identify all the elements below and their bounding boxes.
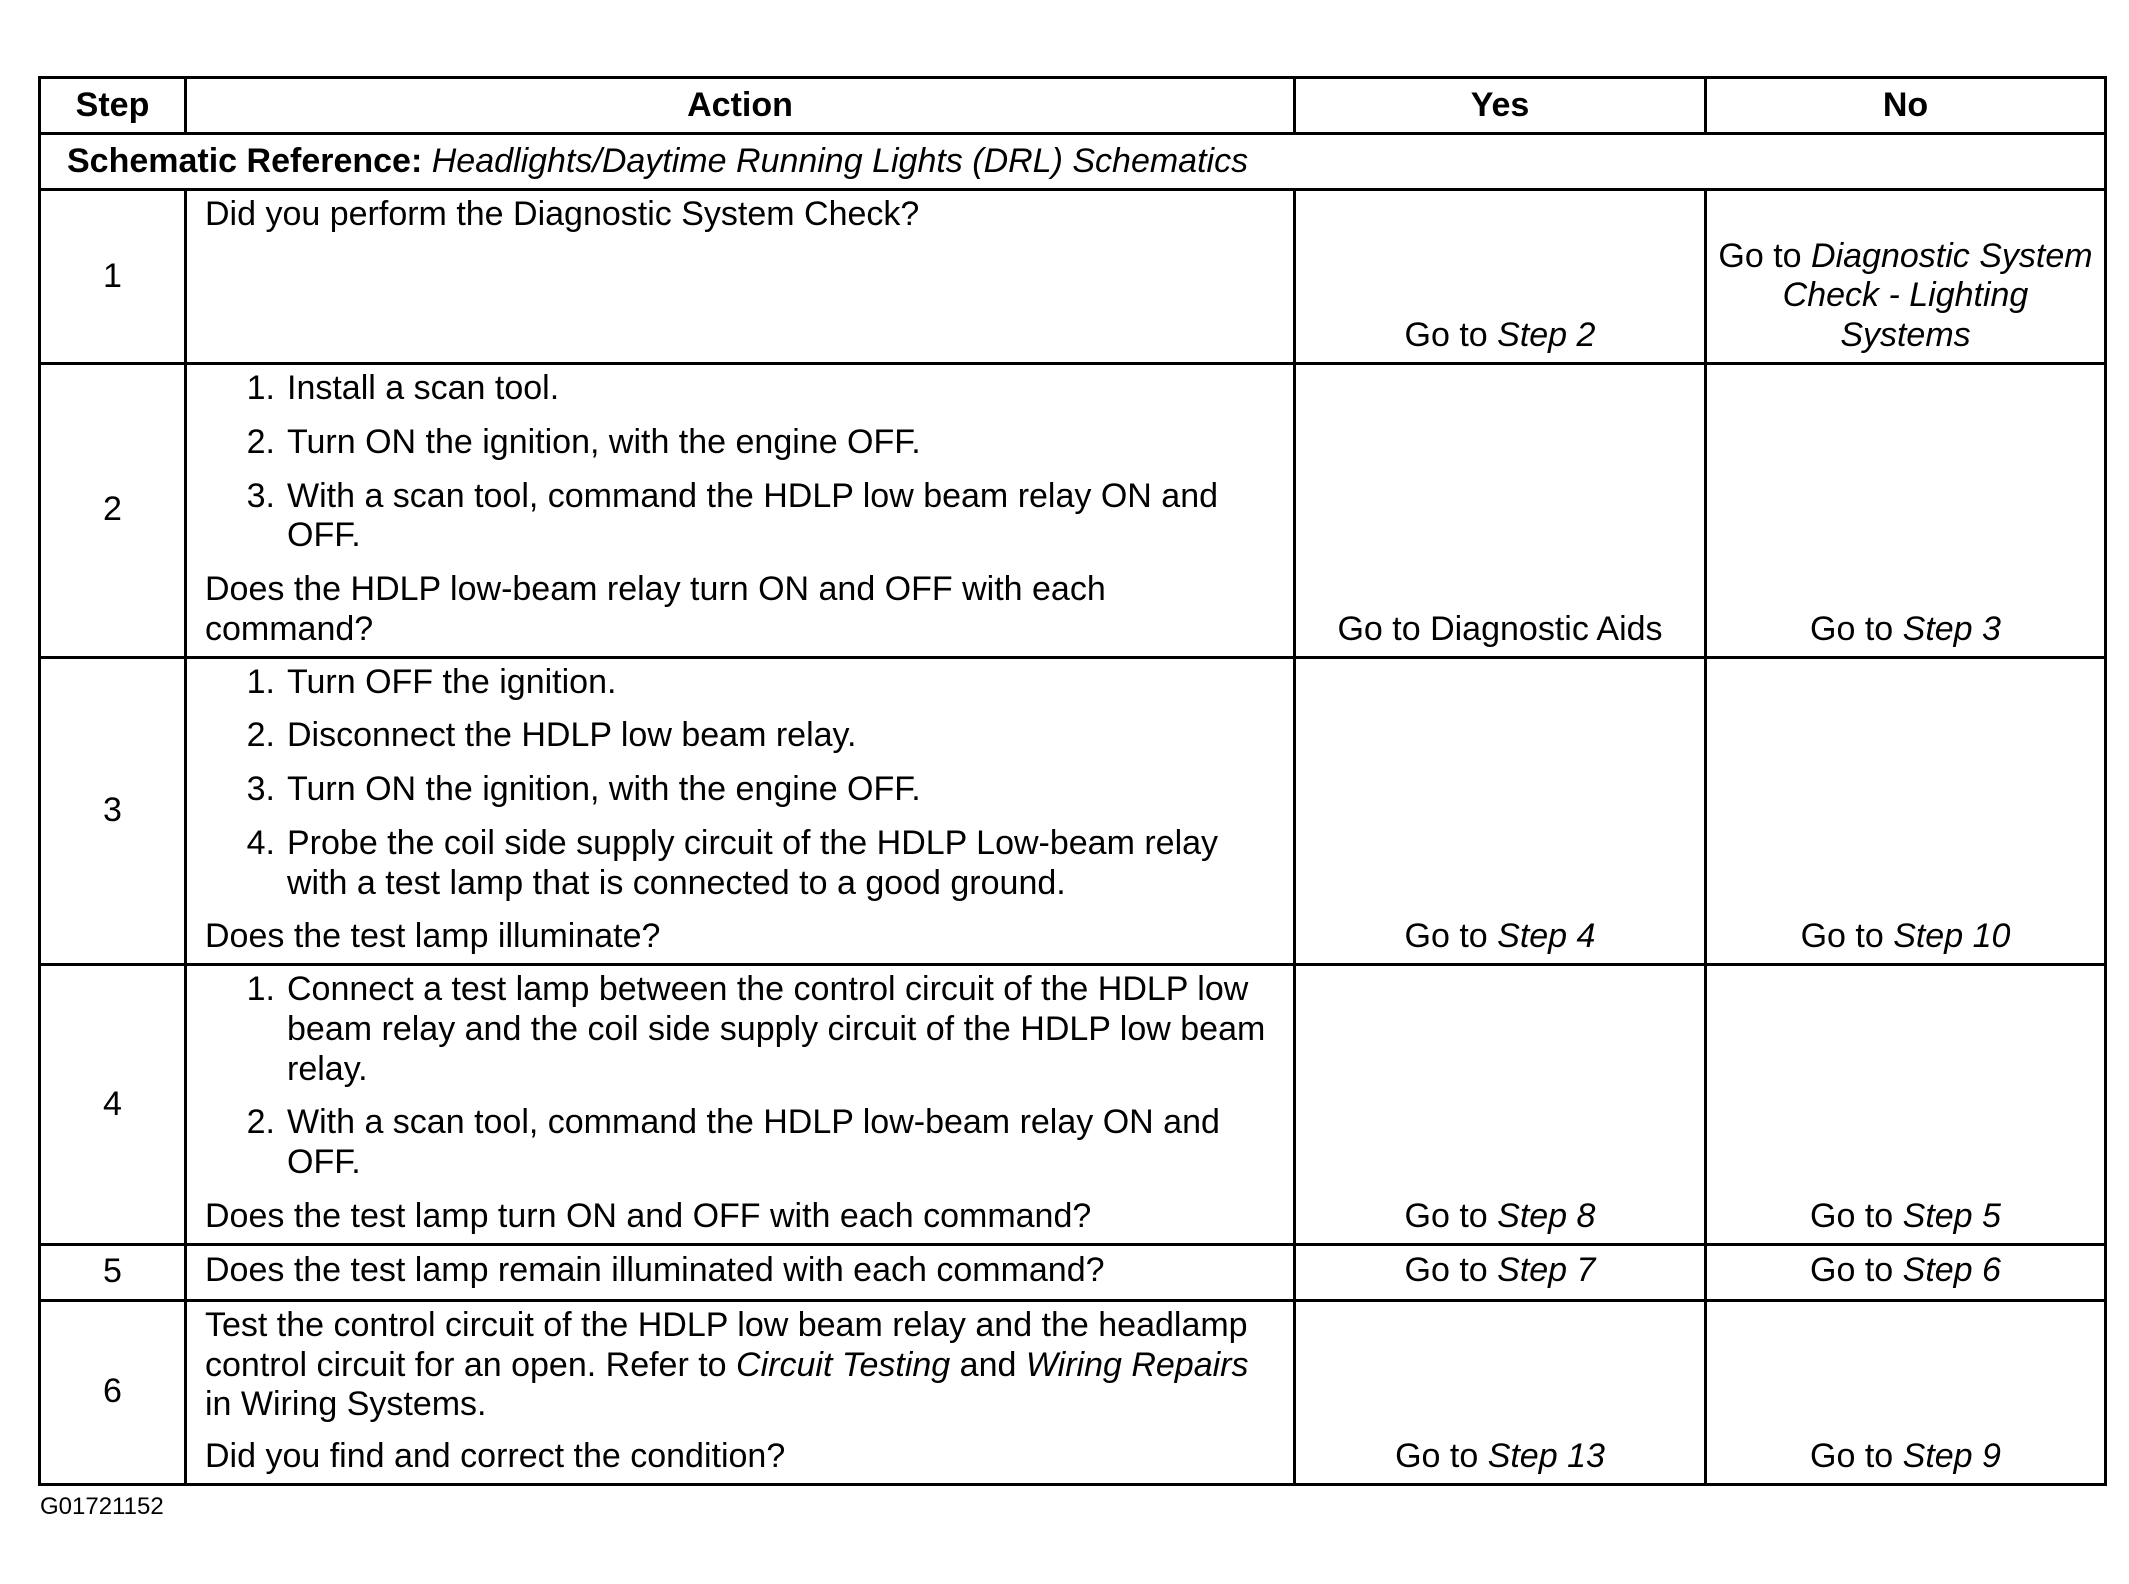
step-number: 4 [40,965,186,1245]
yes-cell [1295,1244,1706,1300]
action-question: Does the test lamp turn ON and OFF with each command? [205,1197,1092,1236]
step-number: 2 [40,364,186,658]
no-cell [1706,657,2106,965]
action-cell [186,364,1295,658]
table-row [40,1244,2106,1300]
yes-prefix: Go to [1404,316,1498,355]
list-item: 2. Disconnect the HDLP low beam relay. [246,716,857,755]
schematic-reference [40,134,2106,190]
action-list [205,970,1283,1183]
yes-link: Step 8 [1497,1197,1596,1236]
yes-link: Step 7 [1497,1251,1596,1290]
action-question: Did you perform the Diagnostic System Check? [205,195,920,233]
no-prefix: Go to [1810,1437,1903,1476]
reference-row [40,134,2106,190]
step-number: 5 [40,1244,186,1300]
yes-link: Step 2 [1497,316,1596,355]
table-row [40,965,2106,1245]
action-list [205,369,1283,556]
action-instruction: Test the control circuit of the HDLP low beam relay and the headlamp control circuit for an open. Refer to Circuit Testing and Wiring Repairs in Wiring Systems. [205,1305,1249,1424]
action-cell [186,965,1295,1245]
yes-link: Step 13 [1487,1437,1605,1476]
list-item: 3. Turn ON the ignition, with the engine OFF. [246,770,921,809]
yes-cell [1295,657,1706,965]
no-prefix: Go to [1800,917,1894,956]
action-cell [186,1300,1295,1484]
no-cell [1706,1300,2106,1484]
reference-value: Headlights/Daytime Running Lights (DRL) Schematics [431,141,1249,180]
no-link: Step 6 [1902,1251,2001,1290]
table-row [40,364,2106,658]
diagnostic-table [38,76,2107,1486]
header-yes: Yes [1295,78,1706,134]
list-item: 1. Install a scan tool. [246,369,560,407]
yes-prefix: Go to Diagnostic Aids [1337,609,1663,648]
yes-cell [1295,965,1706,1245]
yes-cell [1295,1300,1706,1484]
yes-prefix: Go to [1395,1437,1488,1476]
step-number: 3 [40,657,186,965]
list-item: 1. Turn OFF the ignition. [246,662,617,701]
no-cell [1706,364,2106,658]
action-question: Does the HDLP low-beam relay turn ON and OFF with each command? [205,570,1106,648]
reference-label: Schematic Reference: [67,141,423,180]
yes-prefix: Go to [1404,1197,1498,1236]
action-list [205,663,1283,904]
list-item: 2. Turn ON the ignition, with the engine OFF. [246,422,921,461]
no-prefix: Go to [1718,236,1812,275]
table-row [40,1300,2106,1484]
no-prefix: Go to [1810,609,1903,648]
no-cell [1706,1244,2106,1300]
action-cell [186,1244,1295,1300]
no-link: Diagnostic System Check - Lighting Systems [1782,236,2093,355]
no-prefix: Go to [1810,1251,1903,1290]
table-row [40,190,2106,364]
yes-prefix: Go to [1404,1251,1498,1290]
action-question: Does the test lamp remain illuminated with each command? [205,1251,1105,1290]
yes-prefix: Go to [1404,917,1498,956]
list-item: 2. With a scan tool, command the HDLP low-beam relay ON and OFF. [246,1103,1220,1182]
no-prefix: Go to [1810,1197,1903,1236]
yes-cell [1295,364,1706,658]
figure-id: G01721152 [40,1493,164,1520]
header-step: Step [40,78,186,134]
step-number: 6 [40,1300,186,1484]
no-link: Step 3 [1902,609,2001,648]
header-action: Action [186,78,1295,134]
yes-link: Step 4 [1497,917,1596,956]
list-item: 3. With a scan tool, command the HDLP low beam relay ON and OFF. [246,476,1219,555]
no-link: Step 10 [1893,917,2011,956]
header-no: No [1706,78,2106,134]
yes-cell [1295,190,1706,364]
action-question: Does the test lamp illuminate? [205,917,661,956]
header-row [40,78,2106,134]
step-number: 1 [40,190,186,364]
list-item: 1. Connect a test lamp between the control circuit of the HDLP low beam relay and the coil side supply circuit of the HDLP low beam relay. [246,970,1266,1088]
no-link: Step 9 [1902,1437,2001,1476]
table-row [40,657,2106,965]
list-item: 4. Probe the coil side supply circuit of the HDLP Low-beam relay with a test lamp that is connected to a good ground. [246,823,1219,902]
no-cell [1706,190,2106,364]
no-link: Step 5 [1902,1197,2001,1236]
action-cell [186,657,1295,965]
no-cell [1706,965,2106,1245]
action-cell [186,190,1295,364]
action-question: Did you find and correct the condition? [205,1437,786,1476]
